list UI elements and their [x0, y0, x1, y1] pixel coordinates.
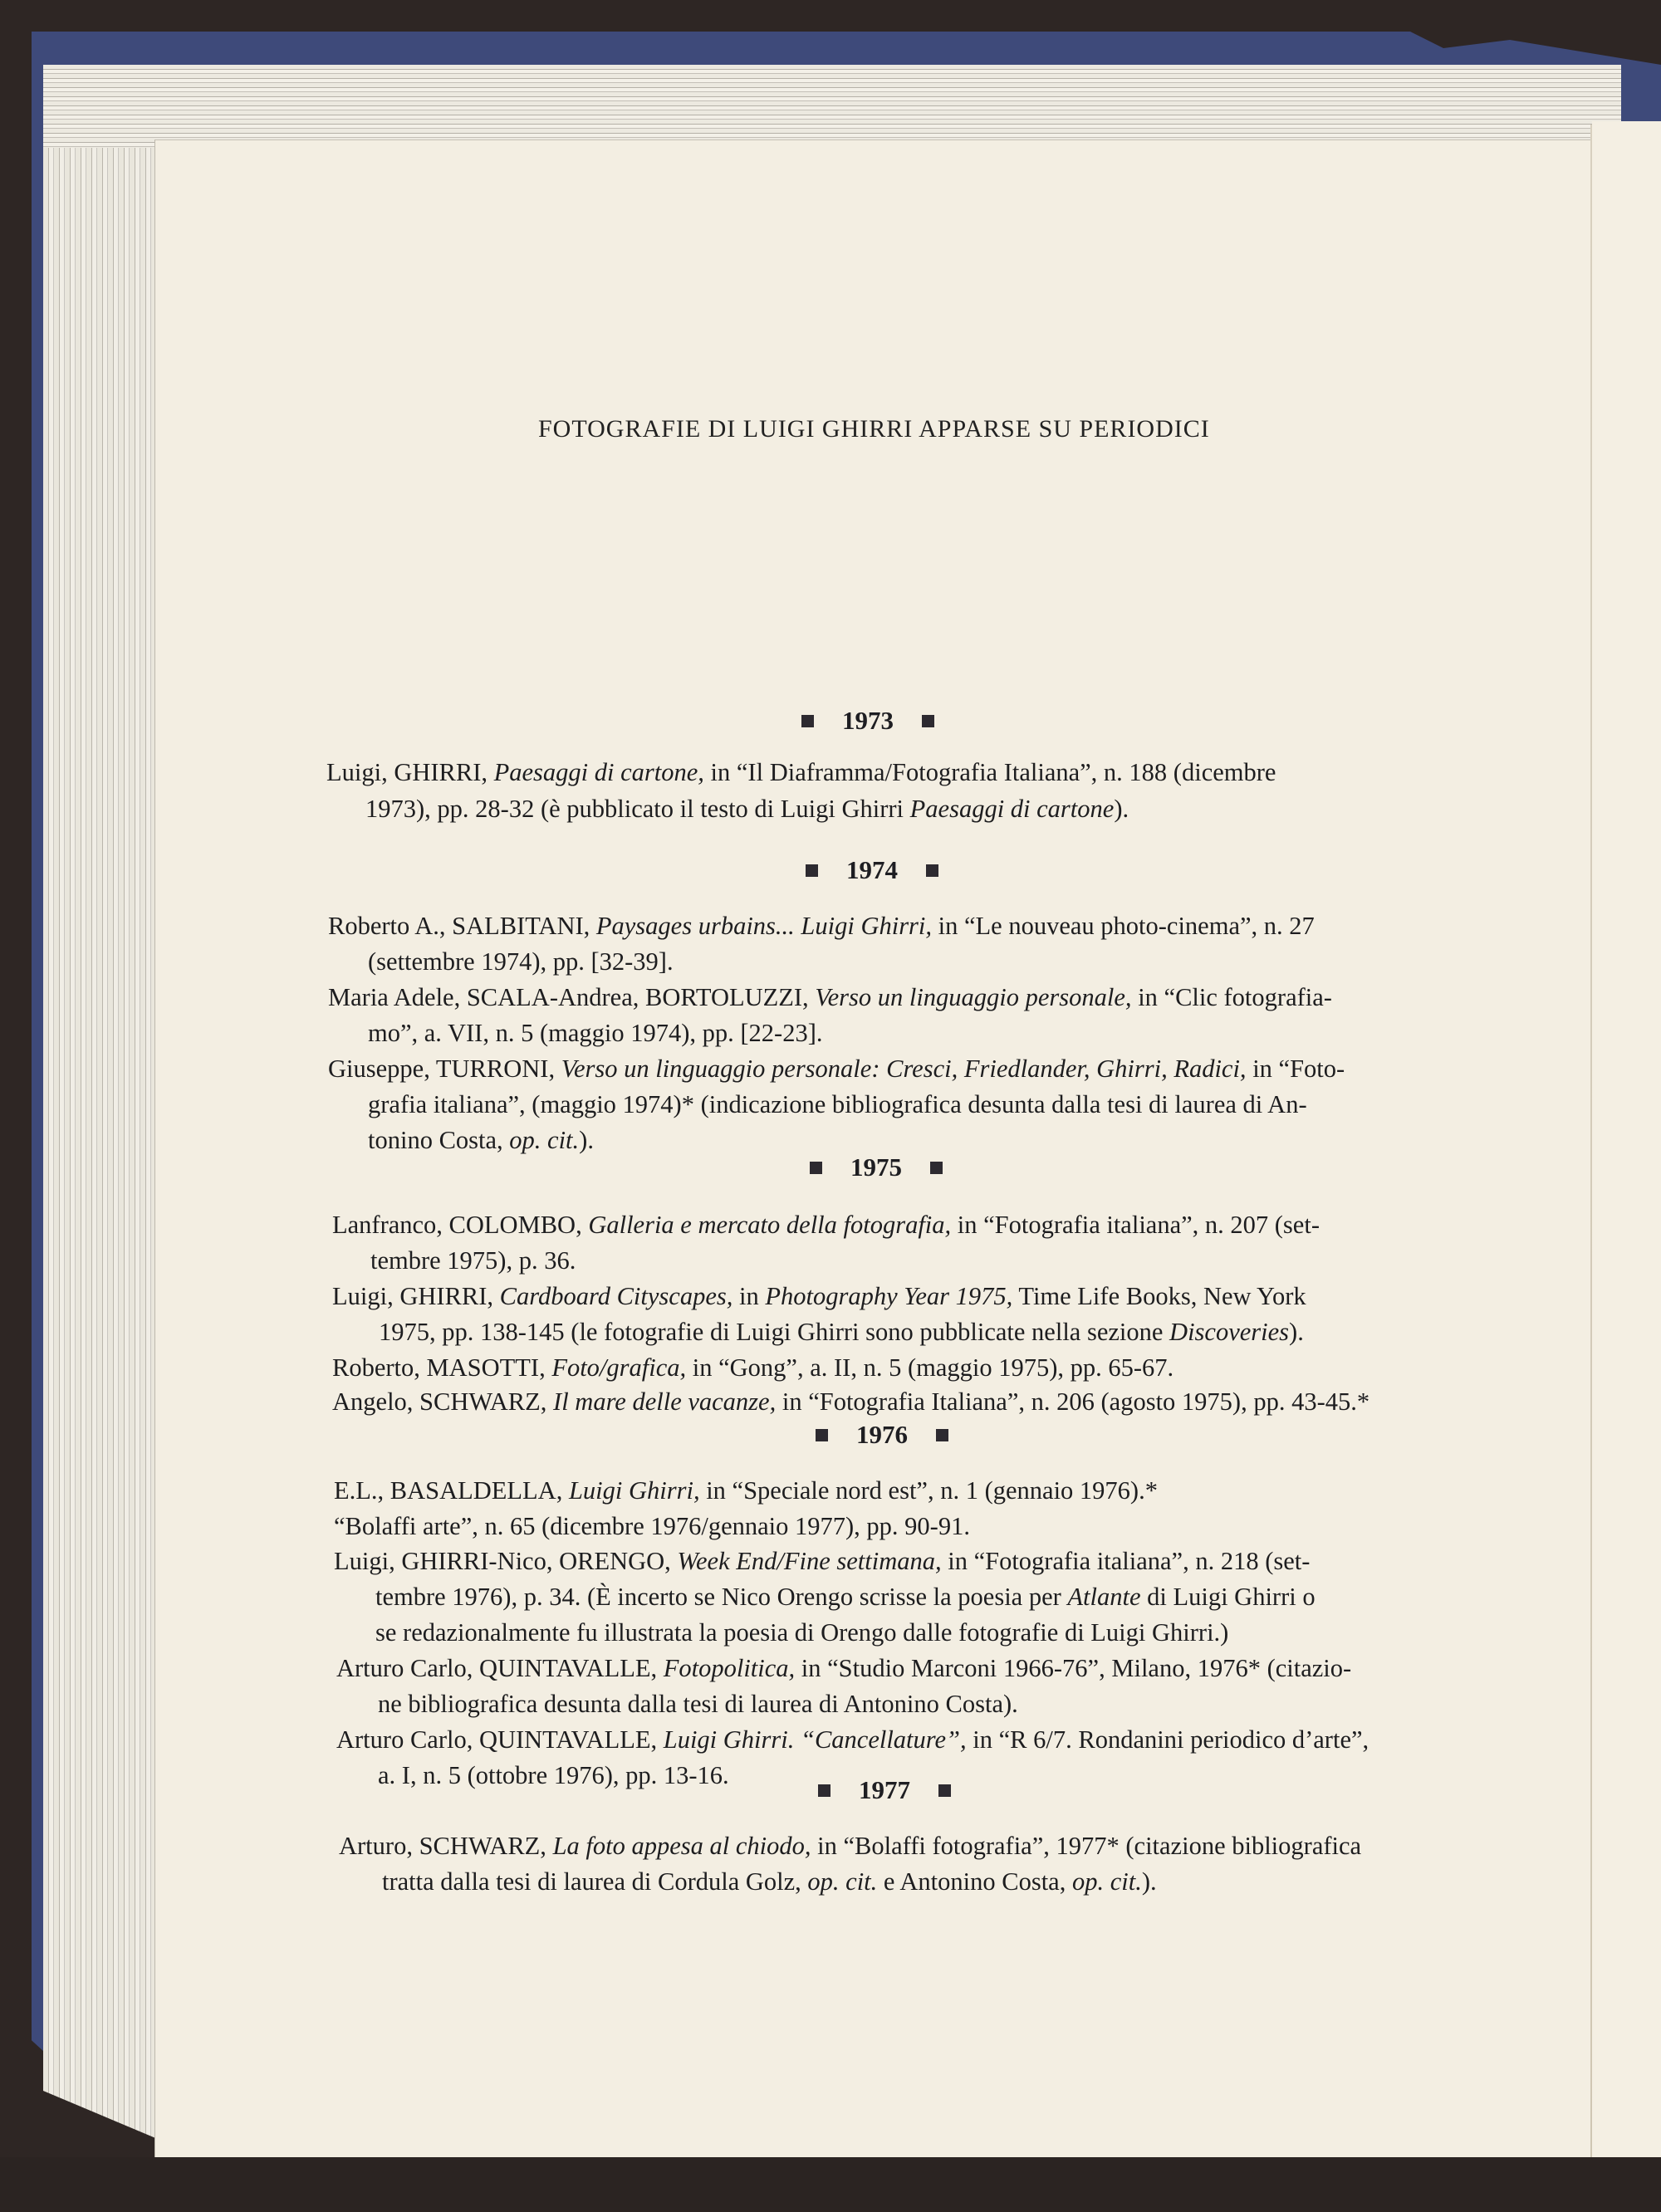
- entry-line: Lanfranco, COLOMBO, Galleria e mercato della fotografia, in “Fotografia italiana”, n. 207 (set-: [332, 1211, 1320, 1239]
- entry-line: a. I, n. 5 (ottobre 1976), pp. 13-16.: [378, 1761, 729, 1789]
- year-heading-1975: [810, 1152, 943, 1182]
- entry-line: Arturo Carlo, QUINTAVALLE, Luigi Ghirri. “Cancellature”, in “R 6/7. Rondanini periodico d’arte”,: [336, 1725, 1369, 1754]
- square-bullet-icon: [930, 1162, 943, 1174]
- entry-line: ne bibliografica desunta dalla tesi di laurea di Antonino Costa).: [378, 1690, 1018, 1718]
- entry-line: 1973), pp. 28-32 (è pubblicato il testo di Luigi Ghirri Paesaggi di cartone).: [365, 795, 1129, 823]
- square-bullet-icon: [801, 715, 814, 727]
- entry-line: Roberto A., SALBITANI, Paysages urbains... Luigi Ghirri, in “Le nouveau photo-cinema”, n. 27: [328, 912, 1315, 940]
- square-bullet-icon: [926, 864, 938, 877]
- entry-line: Luigi, GHIRRI-Nico, ORENGO, Week End/Fine settimana, in “Fotografia italiana”, n. 218 (set-: [334, 1547, 1311, 1575]
- entry-line: 1975, pp. 138-145 (le fotografie di Luigi Ghirri sono pubblicate nella sezione Discoveries).: [379, 1318, 1304, 1346]
- year-label: 1974: [846, 855, 898, 884]
- entry-line: se redazionalmente fu illustrata la poesia di Orengo dalle fotografie di Luigi Ghirri.): [375, 1618, 1229, 1647]
- year-label: 1973: [842, 706, 894, 735]
- year-heading-1973: [801, 706, 934, 736]
- entry-line: tembre 1975), p. 36.: [370, 1246, 576, 1275]
- year-heading-1977: [818, 1775, 951, 1805]
- entry-line: Angelo, SCHWARZ, Il mare delle vacanze, in “Fotografia Italiana”, n. 206 (agosto 1975), pp. 43-45.*: [332, 1387, 1370, 1416]
- entry-line: tonino Costa, op. cit.).: [368, 1126, 594, 1154]
- year-label: 1975: [850, 1152, 902, 1182]
- entry-line: Arturo Carlo, QUINTAVALLE, Fotopolitica, in “Studio Marconi 1966-76”, Milano, 1976* (citazio-: [336, 1654, 1352, 1682]
- entry-line: Luigi, GHIRRI, Cardboard Cityscapes, in Photography Year 1975, Time Life Books, New York: [332, 1282, 1306, 1310]
- page-title: FOTOGRAFIE DI LUIGI GHIRRI APPARSE SU PERIODICI: [538, 415, 1210, 443]
- year-heading-1974: [806, 855, 938, 885]
- entry-line: tratta dalla tesi di laurea di Cordula Golz, op. cit. e Antonino Costa, op. cit.).: [382, 1867, 1157, 1896]
- square-bullet-icon: [922, 715, 934, 727]
- entry-line: mo”, a. VII, n. 5 (maggio 1974), pp. [22-23].: [368, 1019, 823, 1047]
- entry-line: (settembre 1974), pp. [32-39].: [368, 947, 674, 976]
- year-label: 1976: [856, 1420, 908, 1449]
- entry-line: “Bolaffi arte”, n. 65 (dicembre 1976/gennaio 1977), pp. 90-91.: [334, 1512, 970, 1540]
- square-bullet-icon: [806, 864, 818, 877]
- square-bullet-icon: [816, 1429, 828, 1441]
- year-heading-1976: [816, 1420, 948, 1450]
- square-bullet-icon: [810, 1162, 822, 1174]
- entry-line: Arturo, SCHWARZ, La foto appesa al chiodo, in “Bolaffi fotografia”, 1977* (citazione bibliografica: [339, 1832, 1362, 1860]
- entry-line: Luigi, GHIRRI, Paesaggi di cartone, in “Il Diaframma/Fotografia Italiana”, n. 188 (dicembre: [326, 758, 1276, 786]
- entry-line: grafia italiana”, (maggio 1974)* (indicazione bibliografica desunta dalla tesi di laurea di An-: [368, 1090, 1307, 1118]
- entry-line: E.L., BASALDELLA, Luigi Ghirri, in “Speciale nord est”, n. 1 (gennaio 1976).*: [334, 1476, 1158, 1505]
- entry-line: Giuseppe, TURRONI, Verso un linguaggio personale: Cresci, Friedlander, Ghirri, Radici, in “Foto-: [328, 1055, 1345, 1083]
- entry-line: Roberto, MASOTTI, Foto/grafica, in “Gong”, a. II, n. 5 (maggio 1975), pp. 65-67.: [332, 1353, 1174, 1382]
- year-label: 1977: [859, 1775, 910, 1804]
- square-bullet-icon: [818, 1784, 830, 1797]
- entry-line: Maria Adele, SCALA-Andrea, BORTOLUZZI, Verso un linguaggio personale, in “Clic fotografia-: [328, 983, 1332, 1011]
- entry-line: tembre 1976), p. 34. (È incerto se Nico Orengo scrisse la poesia per Atlante di Luigi Ghirri o: [375, 1583, 1316, 1611]
- square-bullet-icon: [936, 1429, 948, 1441]
- square-bullet-icon: [938, 1784, 951, 1797]
